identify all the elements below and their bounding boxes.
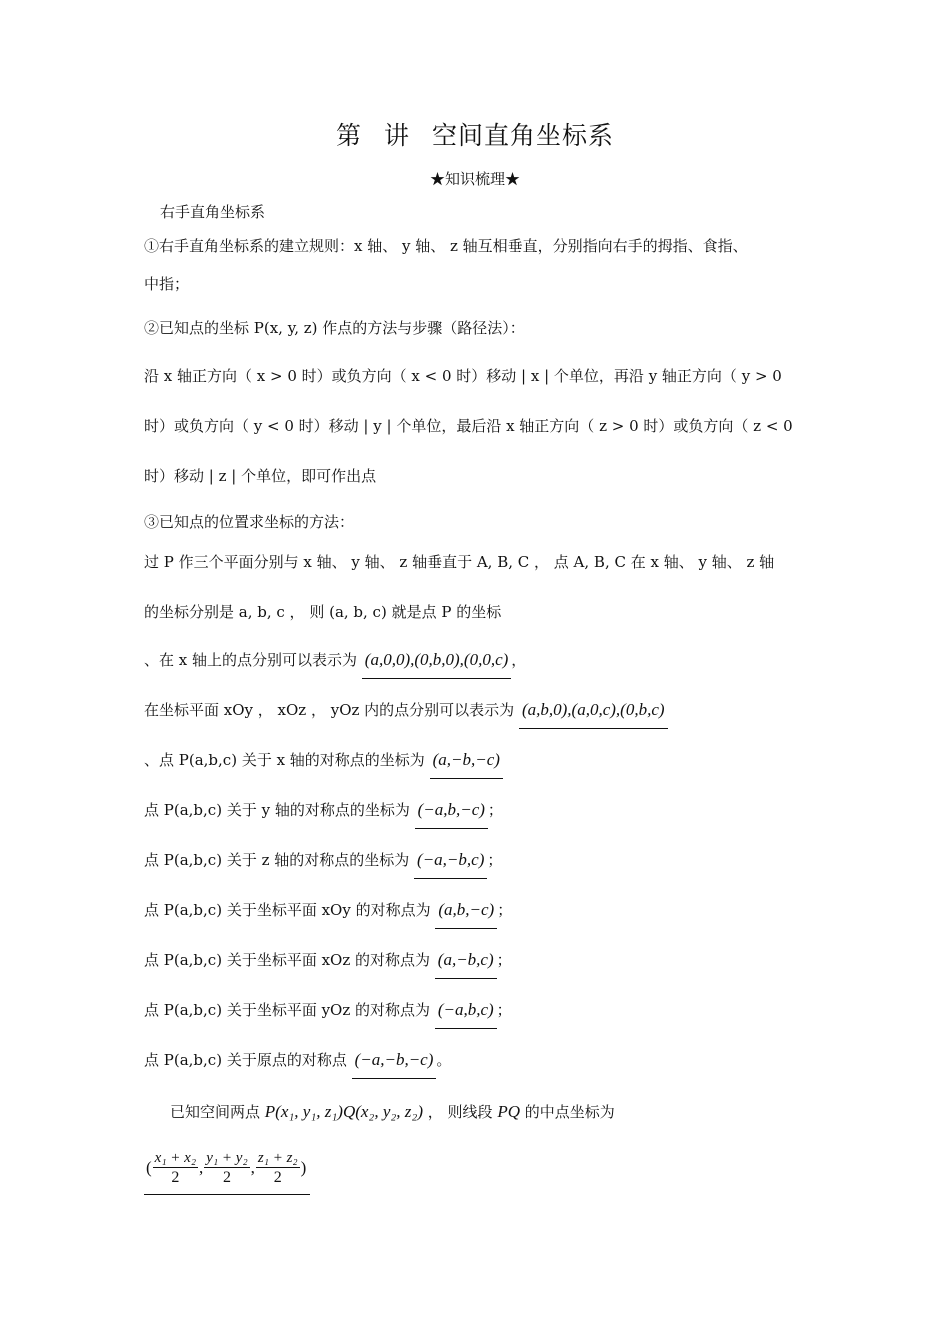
symmetry-answer: (−a,−b,−c) [352,1048,437,1079]
points-pq: P(x₁, y₁, z₁)Q(x₂, y₂, z₂) [264,1102,423,1121]
fraction-z: $\frac{\text{z₁ + z₂}}{2}$ [257,1150,298,1186]
symmetry-origin: 点 P(a,b,c) 关于原点的对称点 (−a,−b,−c) 。 [144,1048,451,1073]
rule1-line1: ①右手直角坐标系的建立规则：x 轴、 y 轴、 z 轴互相垂直，分别指向右手的拇指、食指、 [144,237,748,255]
symmetry-answer: (−a,b,−c) [415,798,488,829]
symmetry-answer: (a,−b,c) [435,948,497,979]
symmetry-answer: (a,−b,−c) [430,748,503,779]
rule1-line2: 中指； [144,275,190,293]
symmetry-xoz-plane: 点 P(a,b,c) 关于坐标平面 xOz 的对称点为 (a,−b,c) ； [144,948,512,973]
rule3-line1: ③已知点的位置求坐标的方法： [144,513,355,531]
section-heading: 右手直角坐标系 [160,203,266,221]
rule2-line3: 时）或负方向（ y < 0 时）移动 | y | 个单位，最后沿 x 轴正方向（ z > 0 时）或负方向（ z < 0 [144,417,793,435]
fraction-y: $\frac{\text{y₁ + y₂}}{2}$ [206,1150,248,1186]
midpoint-answer [144,1150,310,1189]
symmetry-yoz-plane: 点 P(a,b,c) 关于坐标平面 yOz 的对称点为 (−a,b,c) ； [144,998,512,1023]
segment-pq: PQ [497,1102,520,1121]
symmetry-answer: (−a,b,c) [435,998,497,1029]
symmetry-x-axis: 、点 P(a,b,c) 关于 x 轴的对称点的坐标为 (a,−b,−c) [144,748,503,773]
symmetry-answer: (−a,−b,c) [414,848,487,879]
plane-points-answer: (a,b,0),(a,0,c),(0,b,c) [519,698,668,729]
rule3-line3: 的坐标分别是 a, b, c ， 则 (a, b, c) 就是点 P 的坐标 [144,603,502,621]
midpoint-intro: 已知空间两点 P(x₁, y₁, z₁)Q(x₂, y₂, z₂) ， 则线段 PQ 的中点坐标为 [170,1102,615,1121]
rule2-line1: ②已知点的坐标 P(x, y, z) 作点的方法与步骤（路径法）： [144,319,525,337]
fraction-x: $\frac{\text{x₁ + x₂}}{2}$ [154,1150,197,1186]
rule2-line4: 时）移动 | z | 个单位，即可作出点 [144,467,377,485]
symmetry-y-axis: 点 P(a,b,c) 关于 y 轴的对称点的坐标为 (−a,b,−c) ； [144,798,503,823]
symmetry-z-axis: 点 P(a,b,c) 关于 z 轴的对称点的坐标为 (−a,−b,c) ； [144,848,502,873]
section-subtitle: ★知识梳理★ [429,170,520,188]
page-title: 第 讲 空间直角坐标系 [335,121,615,150]
symmetry-xoy-plane: 点 P(a,b,c) 关于坐标平面 xOy 的对称点为 (a,b,−c) ； [144,898,512,923]
axis-points-line: 、在 x 轴上的点分别可以表示为 (a,0,0),(0,b,0),(0,0,c) ， [144,648,526,673]
rule2-line2: 沿 x 轴正方向（ x > 0 时）或负方向（ x < 0 时）移动 | x | 个单位，再沿 y 轴正方向（ y > 0 [144,367,782,385]
rule3-line2: 过 P 作三个平面分别与 x 轴、 y 轴、 z 轴垂直于 A, B, C ， 点 A, B, C 在 x 轴、 y 轴、 z 轴 [144,553,775,571]
axis-points-answer: (a,0,0),(0,b,0),(0,0,c) [362,648,512,679]
midpoint-answer-underline: ( $\frac{\text{x₁ + x₂}}{2}$ , $\frac{\text{y₁ + y₂}}{2}$ , $\frac{\text{z₁ + z₂}}{2}$ ) [144,1150,310,1195]
plane-points-line: 在坐标平面 xOy ， xOz ， yOz 内的点分别可以表示为 (a,b,0),(a,0,c),(0,b,c) [144,698,668,723]
symmetry-answer: (a,b,−c) [435,898,497,929]
